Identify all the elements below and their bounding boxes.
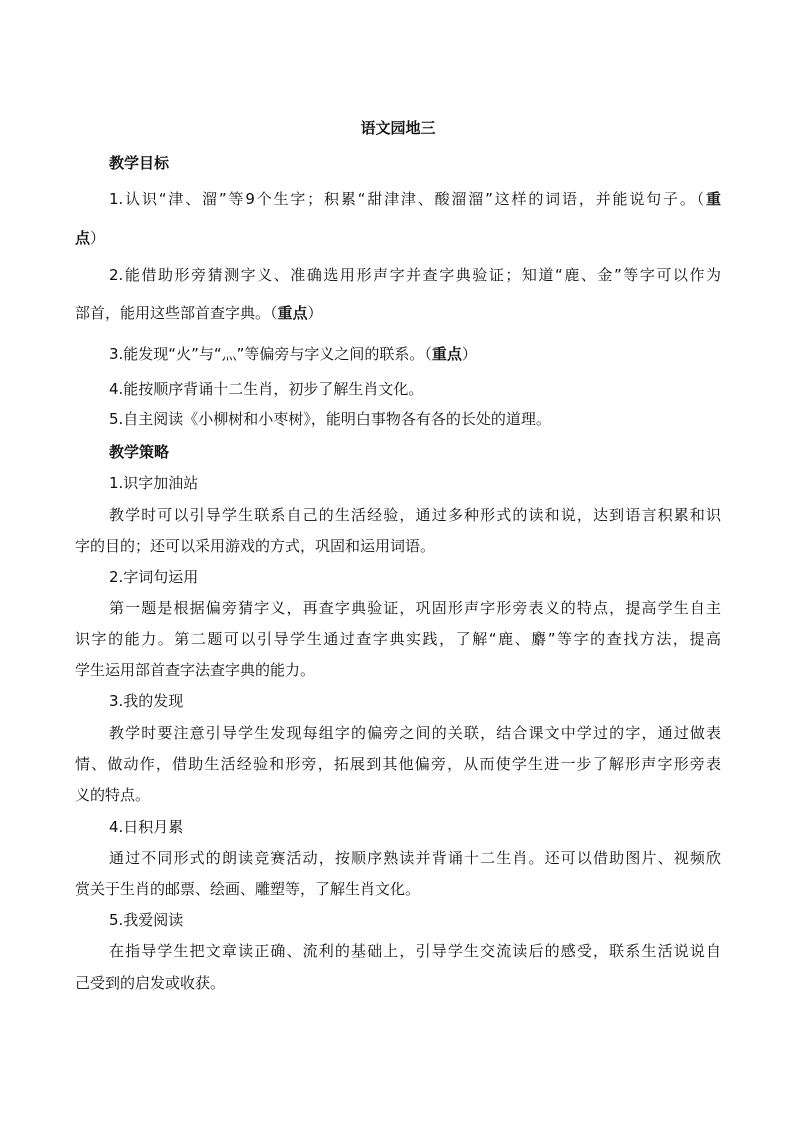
- objective-3: 3.能发现“火”与“灬”等偏旁与字义之间的联系。（重点）: [109, 345, 477, 363]
- objectives-heading: 教学目标: [109, 154, 170, 172]
- strategy-3-line-2: 情、做动作，借助生活经验和形旁，拓展到其他偏旁，从而使学生进一步了解形声字形旁表: [75, 755, 721, 773]
- strategy-1-line-1: 教学时可以引导学生联系自己的生活经验，通过多种形式的读和说，达到语言积累和识: [109, 506, 721, 524]
- strategy-4-line-1: 通过不同形式的朗读竞赛活动，按顺序熟读并背诵十二生肖。还可以借助图片、视频欣: [109, 849, 721, 867]
- strategy-3-line-1: 教学时要注意引导学生发现每组字的偏旁之间的关联，结合课文中学过的字，通过做表: [109, 724, 721, 742]
- strategy-2-line-1: 第一题是根据偏旁猜字义，再查字典验证，巩固形声字形旁表义的特点，提高学生自主: [109, 599, 721, 617]
- strategy-4-line-2: 赏关于生肖的邮票、绘画、雕塑等，了解生肖文化。: [75, 880, 421, 898]
- objective-2-line-1: 2.能借助形旁猜测字义、准确选用形声字并查字典验证；知道“鹿、金”等字可以作为: [109, 266, 721, 284]
- strategy-5-line-2: 己受到的启发或收获。: [75, 974, 226, 992]
- strategy-4-title: 4.日积月累: [109, 818, 184, 836]
- objective-2-line-2: 部首，能用这些部首查字典。（重点）: [75, 304, 323, 322]
- strategy-1-line-2: 字的目的；还可以采用游戏的方式，巩固和运用词语。: [75, 537, 436, 555]
- document-title: 语文园地三: [360, 119, 436, 137]
- objective-4: 4.能按顺序背诵十二生肖，初步了解生肖文化。: [109, 380, 424, 398]
- strategy-1-title: 1.识字加油站: [109, 474, 199, 492]
- strategy-2-line-3: 学生运用部首查字法查字典的能力。: [75, 661, 316, 679]
- strategy-3-line-3: 义的特点。: [75, 786, 151, 804]
- objective-1-line-2: 点）: [75, 229, 106, 247]
- objective-1-line-1: 1.认识“津、溜”等9个生字；积累“甜津津、酸溜溜”这样的词语，并能说句子。（重: [109, 190, 721, 208]
- strategy-3-title: 3.我的发现: [109, 692, 184, 710]
- strategy-2-title: 2.字词句运用: [109, 568, 199, 586]
- strategies-heading: 教学策略: [109, 443, 170, 461]
- strategy-2-line-2: 识字的能力。第二题可以引导学生通过查字典实践，了解“鹿、麝”等字的查找方法，提高: [75, 630, 721, 648]
- strategy-5-line-1: 在指导学生把文章读正确、流利的基础上，引导学生交流读后的感受，联系生活说说自: [109, 942, 721, 960]
- objective-5: 5.自主阅读《小柳树和小枣树》，能明白事物各有各的长处的道理。: [109, 410, 551, 428]
- strategy-5-title: 5.我爱阅读: [109, 911, 184, 929]
